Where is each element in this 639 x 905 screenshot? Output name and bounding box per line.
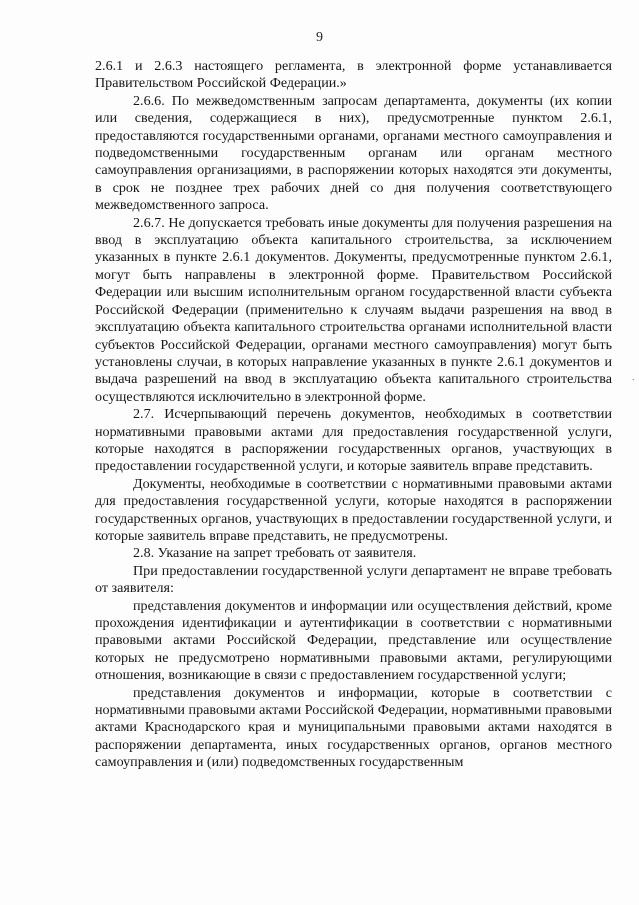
page-number: 9: [316, 30, 323, 45]
paragraph-2-7: 2.7. Исчерпывающий перечень документов, необходимых в соответствии нормативными правовыми актами для предоставления государственной услуги, которые находятся в распоряжении государственных органов, участвующих в предоставлении государственной услуги, и которые заявитель вправе представить.: [95, 406, 612, 475]
paragraph-2-6-7: 2.6.7. Не допускается требовать иные документы для получения разрешения на ввод в эксплуатацию объекта капитального строительства, за исключением указанных в пункте 2.6.1 документов. Документы, предусмотренные пунктом 2.6.1, могут быть направлены в электронной форме. Правительством Российской Федерации или высшим исполнительным органом государственной власти субъекта Российской Федерации (применительно к случаям выдачи разрешения на ввод в эксплуатацию объекта капитального строительства органами исполнительной власти субъектов Российской Федерации, органами местного самоуправления) могут быть установлены случаи, в которых направление указанных в пункте 2.6.1 документов и выдача разрешений на ввод в эксплуатацию объекта капитального строительства осуществляются исключительно в электронной форме.: [95, 214, 612, 405]
paragraph-prohibition-intro: При предоставлении государственной услуги департамент не вправе требовать от заявителя:: [95, 562, 612, 597]
paragraph-2-6-6: 2.6.6. По межведомственным запросам департамента, документы (их копии или сведения, содержащиеся в них), предусмотренные пунктом 2.6.1, предоставляются государственными органами, органами местного самоуправления и подведомственными государственным органам или органам местного самоуправления организациями, в распоряжении которых находятся эти документы, в срок не позднее трех рабочих дней со дня получения соответствующего межведомственного запроса.: [95, 92, 612, 214]
margin-mark: ·: [631, 375, 635, 386]
paragraph-2-8: 2.8. Указание на запрет требовать от заявителя.: [133, 545, 417, 562]
paragraph-prohibition-item-1: представления документов и информации или осуществления действий, кроме прохождения идентификации и аутентификации в соответствии с нормативными правовыми актами Российской Федерации, представление или осуществление которых не предусмотрено нормативными правовыми актами, регулирующими отношения, возникающие в связи с предоставлением государственной услуги;: [95, 597, 612, 684]
paragraph-documents: Документы, необходимые в соответствии с нормативными правовыми актами для предоставления государственной услуги, которые находятся в распоряжении государственных органов, участвующих в предоставлении государственной услуги, и которые заявитель вправе представить, не предусмотрены.: [95, 475, 612, 544]
paragraph-prohibition-item-2: представления документов и информации, которые в соответствии с нормативными правовыми актами Российской Федерации, нормативными правовыми актами Краснодарского края и муниципальными правовыми актами находятся в распоряжении департамента, иных государственных органов, органов местного самоуправления и (или) подведомственных государственным: [95, 684, 612, 771]
document-body: [95, 58, 612, 772]
paragraph-continuation: 2.6.1 и 2.6.3 настоящего регламента, в электронной форме устанавливается Правительством Российской Федерации.»: [95, 58, 612, 92]
